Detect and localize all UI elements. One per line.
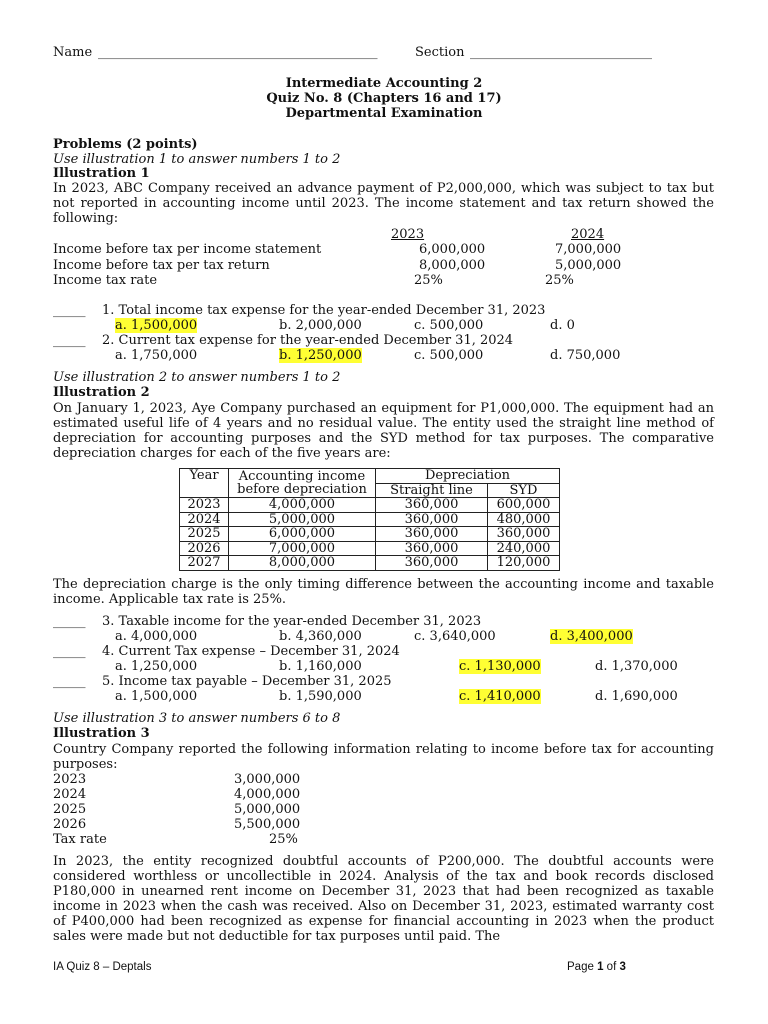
table-header-depreciation: Depreciation <box>376 469 560 484</box>
ill2-after-text: The depreciation charge is the only timing difference between the accounting income and taxable income. Applicable tax rate is 25%. <box>53 577 714 607</box>
cell-syd: 600,000 <box>488 498 560 513</box>
ill3-year-label: 2026 <box>53 817 87 832</box>
q5-choice-b: b. 1,590,000 <box>279 689 362 704</box>
table-row <box>180 512 560 527</box>
q3-choice-b: b. 4,360,000 <box>279 629 362 644</box>
cell-straight-line: 360,000 <box>376 498 488 513</box>
question-5-text: 5. Income tax payable – December 31, 2025 <box>102 674 392 689</box>
cell-syd: 240,000 <box>488 541 560 556</box>
ill3-tax-label: Tax rate <box>53 832 107 847</box>
ill3-year-label: 2025 <box>53 802 87 817</box>
cell-income: 6,000,000 <box>229 527 376 542</box>
ill1-row-value-2023: 25% <box>414 273 443 288</box>
ill1-row-label: Income before tax per tax return <box>53 258 270 273</box>
ill3-year-value: 3,000,000 <box>234 772 301 787</box>
answer-blank-q4[interactable]: _____ <box>53 644 86 659</box>
cell-straight-line: 360,000 <box>376 512 488 527</box>
cell-syd: 480,000 <box>488 512 560 527</box>
footer-left: IA Quiz 8 – Deptals <box>53 961 152 973</box>
q5-choice-c: c. 1,410,000 <box>459 689 541 704</box>
doc-title-line2: Quiz No. 8 (Chapters 16 and 17) <box>266 91 502 106</box>
cell-year: 2023 <box>180 498 229 513</box>
q2-choice-d: d. 750,000 <box>550 348 621 363</box>
ill1-row-value-2024: 5,000,000 <box>555 258 622 273</box>
ill1-col-2024: 2024 <box>571 227 605 242</box>
ill3-tax-value: 25% <box>269 832 298 847</box>
question-3-text: 3. Taxable income for the year-ended December 31, 2023 <box>102 614 482 629</box>
q5-choice-a: a. 1,500,000 <box>115 689 198 704</box>
cell-year: 2025 <box>180 527 229 542</box>
depreciation-table <box>179 468 560 571</box>
ill1-row-label: Income tax rate <box>53 273 158 288</box>
question-2-text: 2. Current tax expense for the year-ended December 31, 2024 <box>102 333 514 348</box>
ill1-col-2023: 2023 <box>391 227 425 242</box>
section-field-line[interactable]: ____________________________ <box>470 45 652 60</box>
ill3-year-label: 2024 <box>53 787 87 802</box>
ill1-instruction: Use illustration 1 to answer numbers 1 to 2 <box>53 152 341 167</box>
cell-income: 4,000,000 <box>229 498 376 513</box>
q1-choice-c: c. 500,000 <box>414 318 484 333</box>
ill3-paragraph: In 2023, the entity recognized doubtful accounts of P200,000. The doubtful accounts were considered worthless or uncollectible in 2024. Analysis of the tax and book records disclosed P180,000 in unearned rent income on December 31, 2023 that had been recognized as taxable income in 2023 when the cash was received. Also on December 31, 2023, estimated warranty cost of P400,000 had been recognized as expense for financial accounting in 2023 when the product sales were made but not deductible for tax purposes until paid. The <box>53 854 714 944</box>
table-header-year: Year <box>180 469 229 498</box>
ill1-row-label: Income before tax per income statement <box>53 242 322 257</box>
question-4-text: 4. Current Tax expense – December 31, 2024 <box>102 644 400 659</box>
ill3-year-value: 4,000,000 <box>234 787 301 802</box>
ill3-year-label: 2023 <box>53 772 87 787</box>
cell-income: 8,000,000 <box>229 556 376 571</box>
name-label: Name <box>53 45 93 60</box>
ill3-text: Country Company reported the following information relating to income before tax for accounting purposes: <box>53 742 714 772</box>
ill3-year-value: 5,000,000 <box>234 802 301 817</box>
page-indicator: Page 1 of 3 <box>567 961 626 973</box>
answer-blank-q3[interactable]: _____ <box>53 614 86 629</box>
q5-choice-d: d. 1,690,000 <box>595 689 678 704</box>
ill1-row-value-2023: 6,000,000 <box>419 242 486 257</box>
q4-choice-a: a. 1,250,000 <box>115 659 198 674</box>
doc-title-line3: Departmental Examination <box>285 106 483 121</box>
table-header-accounting-income: Accounting income before depreciation <box>229 469 376 498</box>
problems-heading: Problems (2 points) <box>53 137 198 152</box>
ill1-text: In 2023, ABC Company received an advance payment of P2,000,000, which was subject to tax but not reported in accounting income until 2023. The income statement and tax return showed the following: <box>53 181 714 226</box>
q2-choice-a: a. 1,750,000 <box>115 348 198 363</box>
ill2-instruction: Use illustration 2 to answer numbers 1 to 2 <box>53 370 341 385</box>
table-header-straight-line: Straight line <box>376 483 488 498</box>
cell-straight-line: 360,000 <box>376 541 488 556</box>
q3-choice-d: d. 3,400,000 <box>550 629 633 644</box>
q4-choice-d: d. 1,370,000 <box>595 659 678 674</box>
name-field-line[interactable]: ___________________________________________ <box>98 45 378 60</box>
q1-choice-b: b. 2,000,000 <box>279 318 362 333</box>
q2-choice-b: b. 1,250,000 <box>279 348 362 363</box>
cell-syd: 360,000 <box>488 527 560 542</box>
answer-blank-q5[interactable]: _____ <box>53 674 86 689</box>
cell-syd: 120,000 <box>488 556 560 571</box>
question-1-text: 1. Total income tax expense for the year-ended December 31, 2023 <box>102 303 546 318</box>
answer-blank-q2[interactable]: _____ <box>53 333 86 348</box>
q3-choice-a: a. 4,000,000 <box>115 629 198 644</box>
q3-choice-c: c. 3,640,000 <box>414 629 496 644</box>
table-row <box>180 541 560 556</box>
q2-choice-c: c. 500,000 <box>414 348 484 363</box>
q1-choice-a: a. 1,500,000 <box>115 318 198 333</box>
cell-straight-line: 360,000 <box>376 556 488 571</box>
ill2-text: On January 1, 2023, Aye Company purchased an equipment for P1,000,000. The equipment had an estimated useful life of 4 years and no residual value. The entity used the straight line method of depreciation for accounting purposes and the SYD method for tax purposes. The comparative depreciation charges for each of the five years are: <box>53 401 714 461</box>
ill3-heading: Illustration 3 <box>53 726 150 741</box>
cell-straight-line: 360,000 <box>376 527 488 542</box>
ill2-heading: Illustration 2 <box>53 385 150 400</box>
cell-year: 2024 <box>180 512 229 527</box>
ill3-instruction: Use illustration 3 to answer numbers 6 to 8 <box>53 711 341 726</box>
table-row <box>180 498 560 513</box>
cell-year: 2027 <box>180 556 229 571</box>
ill3-year-value: 5,500,000 <box>234 817 301 832</box>
ill1-heading: Illustration 1 <box>53 166 150 181</box>
answer-blank-q1[interactable]: _____ <box>53 303 86 318</box>
q4-choice-b: b. 1,160,000 <box>279 659 362 674</box>
table-header-syd: SYD <box>488 483 560 498</box>
ill1-row-value-2024: 25% <box>545 273 574 288</box>
q4-choice-c: c. 1,130,000 <box>459 659 541 674</box>
cell-income: 5,000,000 <box>229 512 376 527</box>
table-row <box>180 527 560 542</box>
doc-title-line1: Intermediate Accounting 2 <box>285 76 483 91</box>
cell-income: 7,000,000 <box>229 541 376 556</box>
ill1-row-value-2024: 7,000,000 <box>555 242 622 257</box>
cell-year: 2026 <box>180 541 229 556</box>
section-label: Section <box>415 45 465 60</box>
ill1-row-value-2023: 8,000,000 <box>419 258 486 273</box>
table-row <box>180 556 560 571</box>
q1-choice-d: d. 0 <box>550 318 575 333</box>
